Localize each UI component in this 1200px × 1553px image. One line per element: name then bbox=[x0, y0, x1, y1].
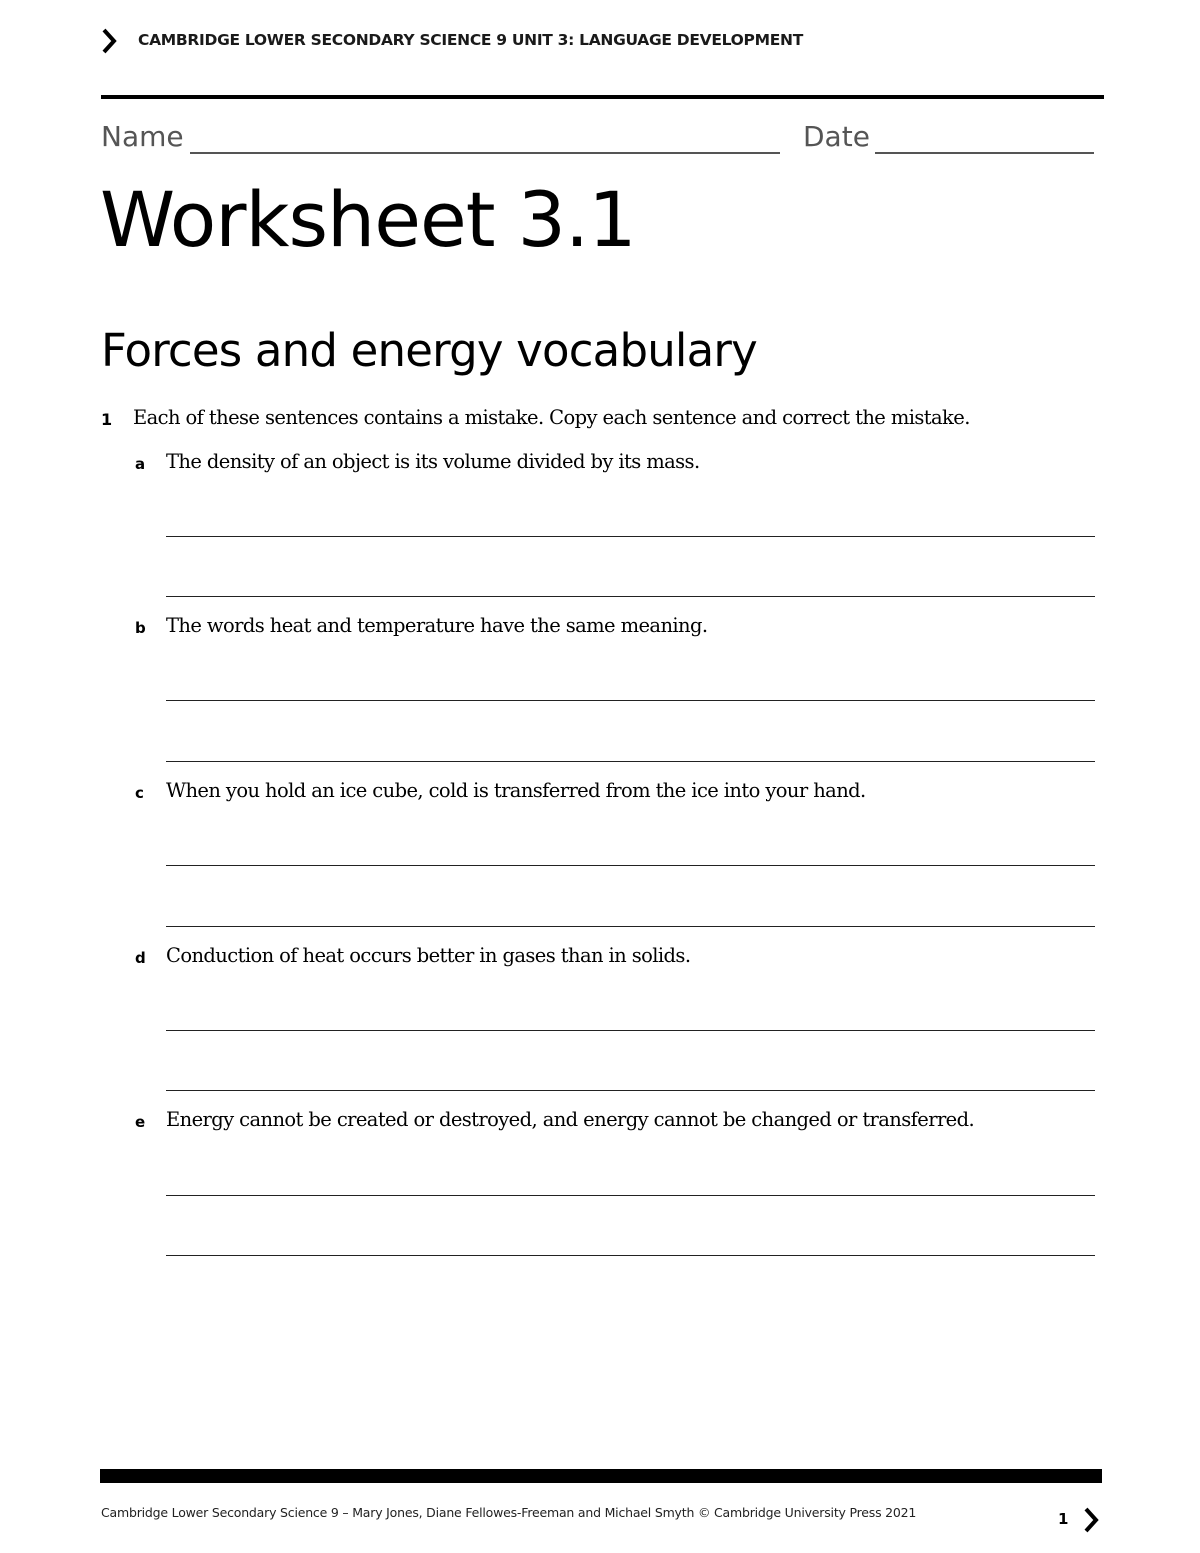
part-letter: c bbox=[135, 784, 144, 802]
part-sentence: The density of an object is its volume divided by its mass. bbox=[166, 450, 700, 473]
answer-line[interactable] bbox=[166, 536, 1095, 537]
part-sentence: Conduction of heat occurs better in gases than in solids. bbox=[166, 944, 691, 967]
part-sentence: When you hold an ice cube, cold is transferred from the ice into your hand. bbox=[166, 779, 866, 802]
page-number: 1 bbox=[1058, 1510, 1069, 1528]
answer-line[interactable] bbox=[166, 1030, 1095, 1031]
chevron-right-icon bbox=[101, 28, 117, 54]
answer-line[interactable] bbox=[166, 700, 1095, 701]
part-sentence: The words heat and temperature have the same meaning. bbox=[166, 614, 708, 637]
footer-divider bbox=[100, 1469, 1102, 1483]
name-label: Name bbox=[101, 120, 184, 153]
chevron-right-icon bbox=[1083, 1507, 1099, 1533]
question-number: 1 bbox=[101, 410, 113, 429]
header-divider bbox=[101, 95, 1104, 99]
answer-line[interactable] bbox=[166, 761, 1095, 762]
part-letter: b bbox=[135, 619, 146, 637]
answer-line[interactable] bbox=[166, 1195, 1095, 1196]
answer-line[interactable] bbox=[166, 1090, 1095, 1091]
part-letter: d bbox=[135, 949, 146, 967]
footer-credit: Cambridge Lower Secondary Science 9 – Mary Jones, Diane Fellowes-Freeman and Michael Smyth © Cambridge University Press 2021 bbox=[101, 1505, 917, 1520]
part-sentence: Energy cannot be created or destroyed, and energy cannot be changed or transferred. bbox=[166, 1108, 975, 1131]
running-header: CAMBRIDGE LOWER SECONDARY SCIENCE 9 UNIT 3: LANGUAGE DEVELOPMENT bbox=[138, 31, 803, 49]
part-letter: a bbox=[135, 455, 146, 473]
name-field[interactable] bbox=[190, 152, 780, 154]
answer-line[interactable] bbox=[166, 865, 1095, 866]
answer-line[interactable] bbox=[166, 596, 1095, 597]
question-instruction: Each of these sentences contains a mistake. Copy each sentence and correct the mistake. bbox=[133, 406, 970, 429]
worksheet-title: Worksheet 3.1 bbox=[100, 175, 636, 264]
date-label: Date bbox=[803, 120, 870, 153]
part-letter: e bbox=[135, 1113, 146, 1131]
answer-line[interactable] bbox=[166, 1255, 1095, 1256]
answer-line[interactable] bbox=[166, 926, 1095, 927]
worksheet-subtitle: Forces and energy vocabulary bbox=[101, 324, 757, 377]
date-field[interactable] bbox=[875, 152, 1094, 154]
